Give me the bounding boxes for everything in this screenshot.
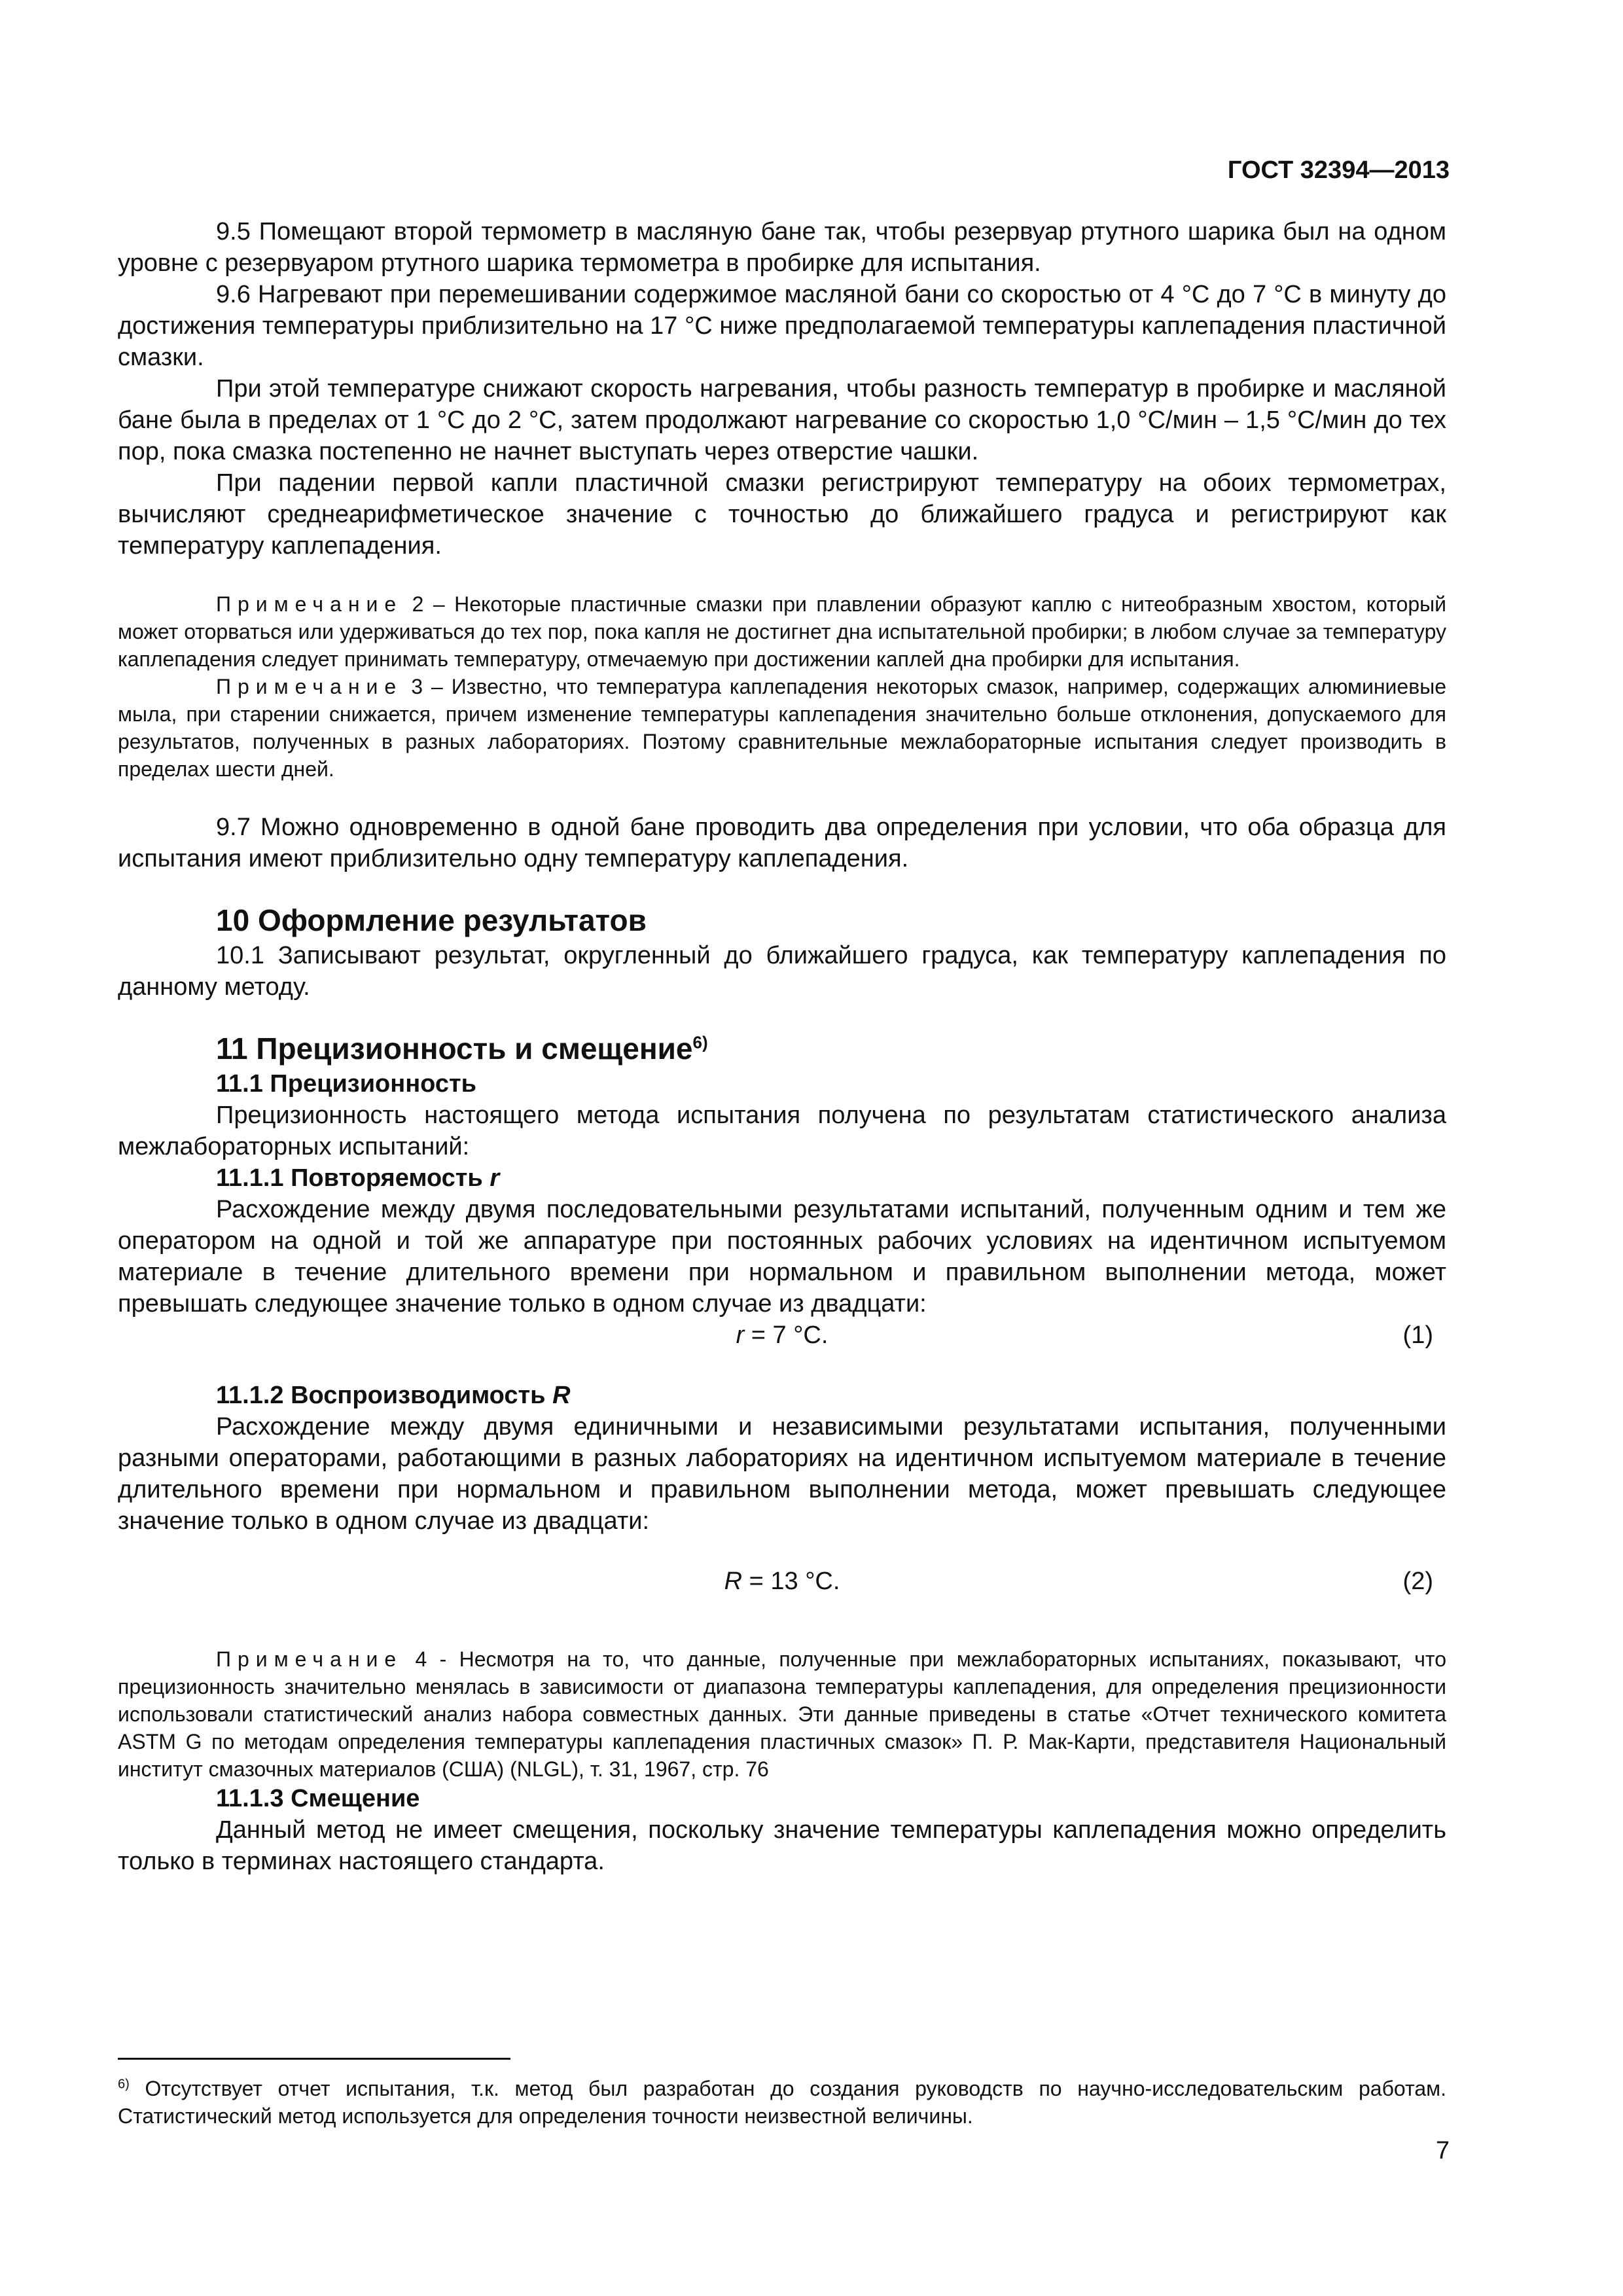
subsection-11-1-1-heading [118,1162,1446,1194]
page-body [118,216,1446,1877]
equation-1-value: = 7 °С. [744,1321,829,1349]
section-11-heading-text: 11 Прецизионность и смещение [216,1031,693,1066]
note-3-text: – Известно, что температура каплепадения некоторых смазок, например, содержащих алюминиевые мыла, при старении снижается, причем изменение температуры каплепадения значительно больше отклонения, допускаемого для результатов, полученных в разных лабораториях. Поэтому сравнительные межлабораторные испытания следует производить в пределах шести дней. [118,675,1447,781]
note-2-label: Примечание [216,592,403,616]
note-4-label: Примечание [216,1647,403,1671]
footnote-ref-6: 6) [692,1032,708,1052]
equation-1-symbol: r [736,1321,745,1349]
footnote-mark: 6) [118,2077,130,2092]
subsection-11-1-3-heading: 11.1.3 Смещение [216,1785,420,1812]
section-11-heading [118,1029,1446,1068]
note-3 [118,673,1446,783]
note-4 [118,1645,1446,1783]
subsection-11-1-2-heading [118,1380,1446,1411]
note-4-number: 4 [415,1647,427,1671]
document-code-header: ГОСТ 32394—2013 [1227,156,1450,184]
subsection-11-1-heading: 11.1 Прецизионность [216,1070,476,1098]
subsection-11-1-2-text: 11.1.2 Воспроизводимость [216,1382,553,1409]
paragraph-9-5: 9.5 Помещают второй термометр в масляную бане так, чтобы резервуар ртутного шарика был на одном уровне с резервуаром ртутного шарика термометра в пробирке для испытания. [118,218,1446,277]
repeatability-symbol: r [490,1164,500,1192]
equation-2-value: = 13 °С. [742,1568,840,1595]
paragraph-9-6: 9.6 Нагревают при перемешивании содержимое масляной бани со скоростью от 4 °С до 7 °С в минуту до достижения температуры приблизительно на 17 °С ниже предполагаемой температуры каплепадения пластичной смазки. [118,281,1446,371]
note-2-number: 2 [412,592,424,616]
paragraph-11-1: Прецизионность настоящего метода испытания получена по результатам статистического анализа межлабораторных испытаний: [118,1102,1446,1160]
equation-1-formula [118,1319,1446,1351]
note-4-text: - Несмотря на то, что данные, полученные при межлабораторных испытаниях, показывают, что прецизионность значительно менялась в зависимости от диапазона температуры каплепадения, для определения прецизионности использовали статистический анализ набора совместных данных. Эти данные приведены в статье «Отчет технического комитета ASTM G по методам определения температуры каплепадения пластичных смазок» П. Р. Мак-Карти, представителя Национальный институт смазочных материалов (США) (NLGL), т. 31, 1967, стр. 76 [118,1647,1447,1781]
paragraph-11-1-2: Расхождение между двумя единичными и независимыми результатами испытания, полученными разными операторами, работающими в разных лабораториях на идентичном испытуемом материале в течение длительного времени при нормальном и правильном выполнении метода, может превышать следующее значение только в одном случае из двадцати: [118,1413,1446,1535]
equation-2-formula [118,1566,1446,1597]
footnote-6 [118,2075,1446,2130]
note-2 [118,590,1446,673]
reproducibility-symbol: R [552,1382,571,1409]
paragraph-10-1: 10.1 Записывают результат, округленный до ближайшего градуса, как температуру каплепадения по данному методу. [118,942,1446,1001]
paragraph-11-1-1: Расхождение между двумя последовательными результатами испытаний, полученным одним и тем же оператором на одной и той же аппаратуре при постоянных рабочих условиях на идентичном испытуемом материале в течение длительного времени при нормальном и правильном выполнении метода, может превышать следующее значение только в одном случае из двадцати: [118,1196,1446,1318]
note-3-number: 3 [411,675,423,698]
note-2-text: – Некоторые пластичные смазки при плавлении образуют каплю с нитеобразным хвостом, который может оторваться или удерживаться до тех пор, пока капля не достигнет дна испытательной пробирки; в любом случае за температуру каплепадения следует принимать температуру, отмечаемую при достижении каплей дна пробирки для испытания. [118,592,1447,671]
subsection-11-1-1-text: 11.1.1 Повторяемость [216,1164,490,1192]
note-3-label: Примечание [216,675,403,698]
equation-2 [118,1566,1446,1597]
paragraph-9-6-drop: При падении первой капли пластичной смазки регистрируют температуру на обоих термометрах, вычисляют среднеарифметическое значение с точностью до ближайшего градуса и регистрируют как температуру каплепадения. [118,469,1446,560]
equation-1 [118,1319,1446,1351]
equation-2-number: (2) [1402,1568,1433,1595]
paragraph-9-7: 9.7 Можно одновременно в одной бане проводить два определения при условии, что оба образца для испытания имеют приблизительно одну температуру каплепадения. [118,814,1446,872]
paragraph-11-1-3: Данный метод не имеет смещения, поскольку значение температуры каплепадения можно определить только в терминах настоящего стандарта. [118,1816,1446,1875]
footnote-text: Отсутствует отчет испытания, т.к. метод был разработан до создания руководств по научно-исследовательским работам. Статистический метод используется для определения точности неизвестной величины. [118,2077,1446,2128]
equation-1-number: (1) [1402,1321,1433,1349]
equation-2-symbol: R [724,1568,743,1595]
section-10-heading: 10 Оформление результатов [216,903,647,937]
page-number: 7 [1435,2137,1450,2164]
paragraph-9-6-continued: При этой температуре снижают скорость нагревания, чтобы разность температур в пробирке и масляной бане была в пределах от 1 °С до 2 °С, затем продолжают нагревание со скоростью 1,0 °С/мин – 1,5 °С/мин до тех пор, пока смазка постепенно не начнет выступать через отверстие чашки. [118,375,1446,465]
footnote-separator [118,2058,510,2060]
